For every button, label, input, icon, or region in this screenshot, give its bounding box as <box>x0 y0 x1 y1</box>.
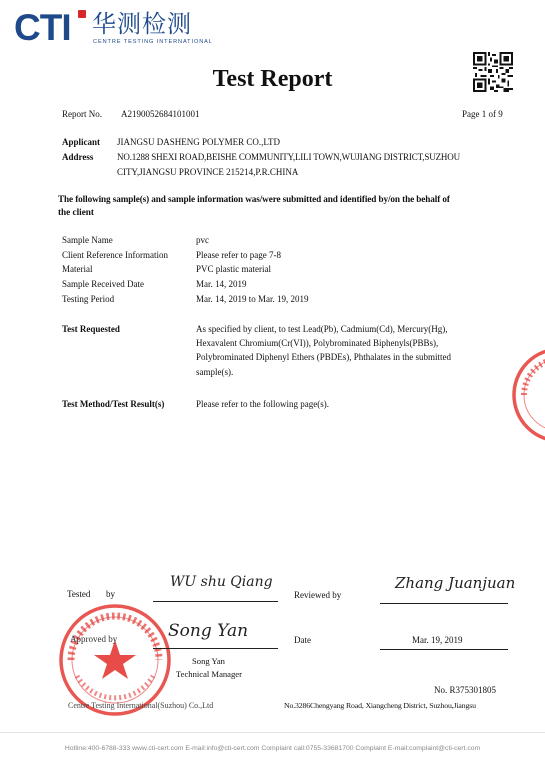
footer-divider <box>0 732 545 733</box>
tested-signature: WU shu Qiang <box>170 574 273 590</box>
test-method-value: Please refer to the following page(s). <box>196 399 329 409</box>
date-value: Mar. 19, 2019 <box>412 635 463 645</box>
sample-info-label: Client Reference Information <box>62 250 168 260</box>
address-line-2: CITY,JIANGSU PROVINCE 215214,P.R.CHINA <box>117 167 299 177</box>
approved-signature: Song Yan <box>168 621 249 641</box>
address-line-1: NO.1288 SHEXI ROAD,BEISHE COMMUNITY,LILI TOWN,WUJIANG DISTRICT,SUZHOU <box>117 152 460 162</box>
page-number: Page 1 of 9 <box>462 109 503 119</box>
logo-accent-square <box>78 10 86 18</box>
test-requested-line: Polybrominated Diphenyl Ethers (PBDEs), Phthalates in the submitted <box>196 352 451 362</box>
sample-info-label: Sample Received Date <box>62 279 144 289</box>
footer-contact: Hotline:400-6788-333 www.cti-cert.com E-mail:info@cti-cert.com Complaint call:0755-33681700 Complaint E-mail:complaint@cti-cert.com <box>64 745 481 752</box>
logo-brand: CTI <box>14 7 71 48</box>
tested-label: Tested <box>67 589 91 599</box>
company-logo <box>14 8 214 50</box>
sample-info-label: Material <box>62 264 93 274</box>
intro-line-2: the client <box>58 207 94 217</box>
approver-name: Song Yan <box>192 656 225 666</box>
date-label: Date <box>294 635 311 645</box>
report-no-value: A2190052684101001 <box>121 109 200 119</box>
approver-title: Technical Manager <box>176 669 242 679</box>
test-requested-line: As specified by client, to test Lead(Pb), Cadmium(Cd), Mercury(Hg), <box>196 324 448 334</box>
tested-by-label: by <box>106 589 115 599</box>
logo-subtitle: CENTRE TESTING INTERNATIONAL <box>93 39 213 45</box>
sample-info-value: pvc <box>196 235 209 245</box>
test-requested-line: sample(s). <box>196 367 234 377</box>
company-name: Centre Testing International(Suzhou) Co.,Ltd <box>68 701 214 710</box>
reviewed-signature: Zhang Juanjuan <box>395 574 516 592</box>
test-requested-line: Hexavalent Chromium(Cr(VI)), Polybrominated Biphenyls(PBBs), <box>196 338 439 348</box>
company-seal-partial <box>510 345 545 445</box>
report-no-label: Report No. <box>62 109 102 119</box>
applicant-value: JIANGSU DASHENG POLYMER CO.,LTD <box>117 137 281 147</box>
page-title: Test Report <box>212 66 333 92</box>
sample-info-label: Sample Name <box>62 235 113 245</box>
sample-info-label: Testing Period <box>62 294 115 304</box>
sample-info-value: Mar. 14, 2019 to Mar. 19, 2019 <box>196 294 309 304</box>
reviewed-signature-line <box>380 603 508 604</box>
sample-info-value: Mar. 14, 2019 <box>196 279 247 289</box>
date-line <box>380 649 508 650</box>
sample-info-value: Please refer to page 7-8 <box>196 250 281 260</box>
logo-chinese: 华测检测 <box>92 10 192 38</box>
approved-signature-line <box>153 648 278 649</box>
test-requested-label: Test Requested <box>62 324 120 334</box>
report-code: No. R375301805 <box>434 685 497 695</box>
applicant-label: Applicant <box>62 137 101 147</box>
reviewed-label: Reviewed by <box>294 590 342 600</box>
approved-label: Approved by <box>70 634 118 644</box>
test-method-label: Test Method/Test Result(s) <box>62 399 165 409</box>
company-address: No.3286Chengyang Road, Xiangcheng District, Suzhou,Jiangsu <box>284 701 476 710</box>
intro-line-1: The following sample(s) and sample information was/were submitted and identified by/on the behalf of <box>58 194 450 204</box>
sample-info-value: PVC plastic material <box>196 264 271 274</box>
address-label: Address <box>62 152 94 162</box>
